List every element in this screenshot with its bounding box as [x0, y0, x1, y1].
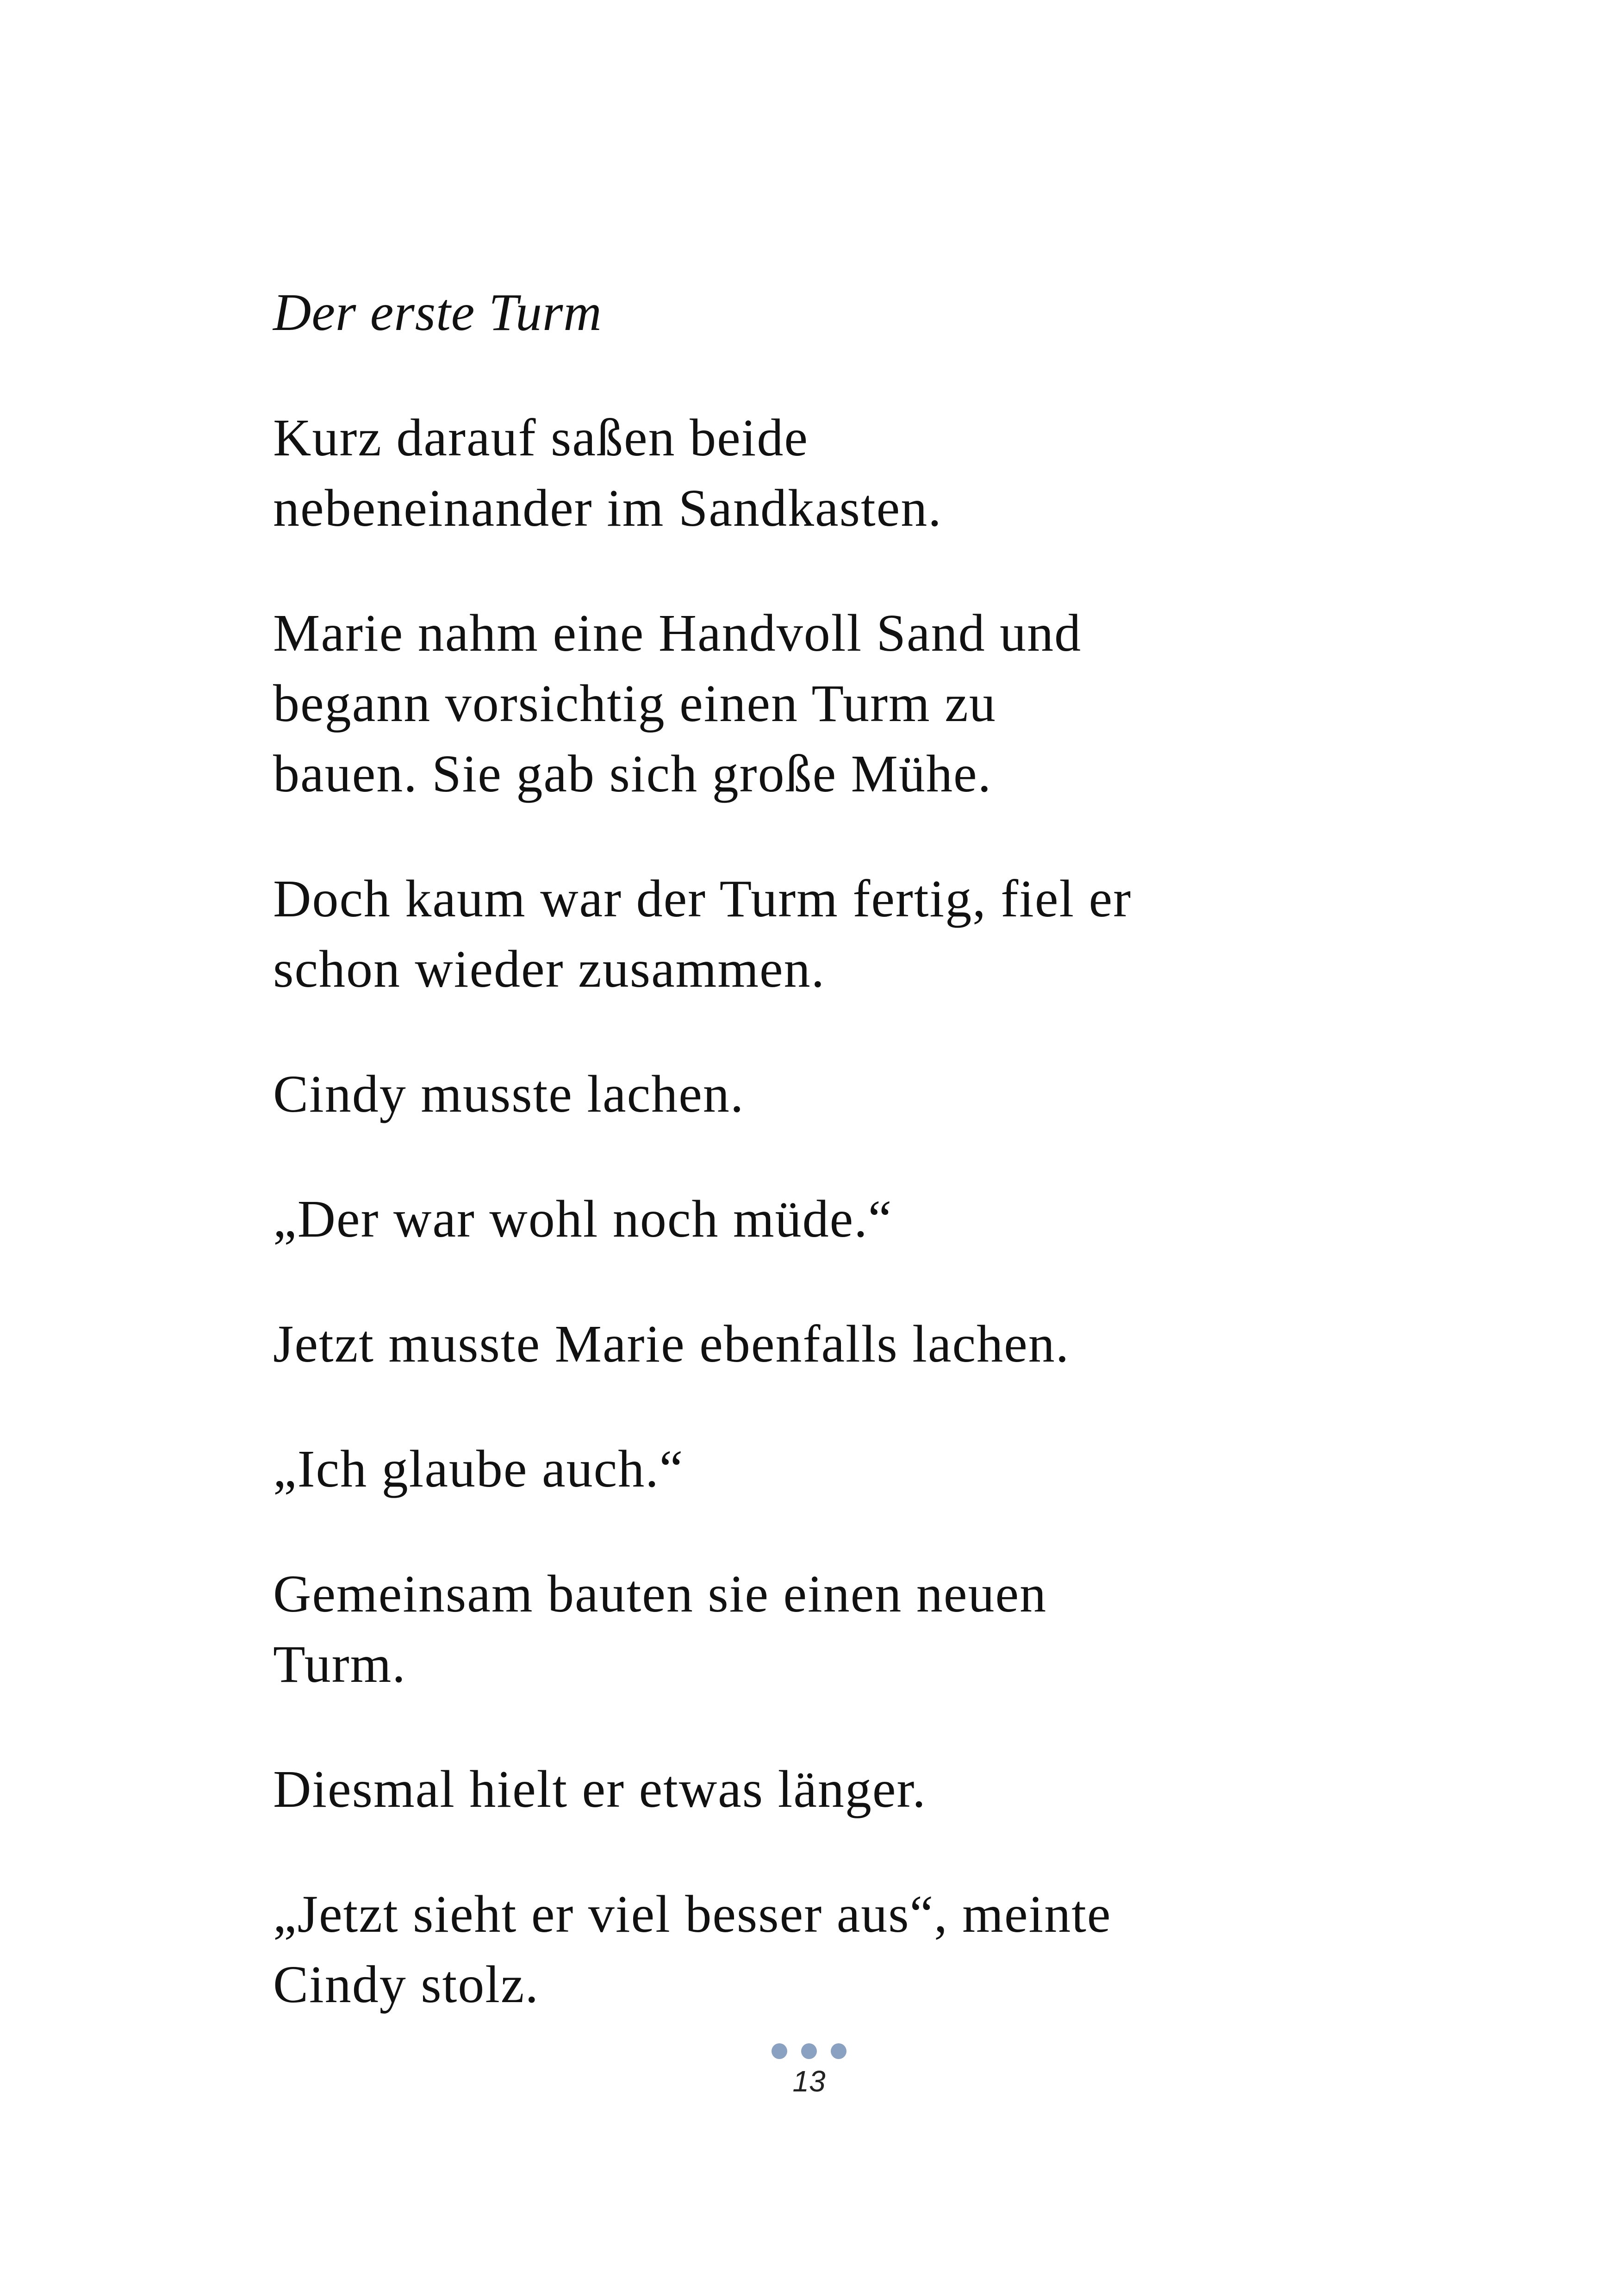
- paragraph: Kurz darauf saßen beide nebeneinander im Sandkasten.: [273, 408, 942, 537]
- paragraph: Jetzt musste Marie ebenfalls lachen.: [273, 1314, 1070, 1373]
- paragraph: Gemeinsam bauten sie einen neuen Turm.: [273, 1564, 1047, 1693]
- page-footer: [0, 2043, 1618, 2100]
- page-number: 13: [792, 2065, 826, 2098]
- ornament-dots: [0, 2043, 1618, 2060]
- paragraph: Diesmal hielt er etwas länger.: [273, 1760, 927, 1818]
- paragraph: „Ich glaube auch.“: [273, 1439, 684, 1498]
- paragraph: „Der war wohl noch müde.“: [273, 1189, 893, 1248]
- dot-icon: [772, 2043, 787, 2059]
- dot-icon: [801, 2043, 817, 2059]
- paragraph: „Jetzt sieht er viel besser aus“, meinte Cindy stolz.: [273, 1885, 1112, 2014]
- dot-icon: [831, 2043, 846, 2059]
- paragraph: Cindy musste lachen.: [273, 1064, 745, 1123]
- paragraph: Marie nahm eine Handvoll Sand und begann vorsichtig einen Turm zu bauen. Sie gab sich große Mühe.: [273, 604, 1082, 803]
- paragraph: Doch kaum war der Turm fertig, fiel er schon wieder zusammen.: [273, 869, 1132, 998]
- story-text: [273, 278, 1384, 2074]
- chapter-title: Der erste Turm: [273, 283, 602, 342]
